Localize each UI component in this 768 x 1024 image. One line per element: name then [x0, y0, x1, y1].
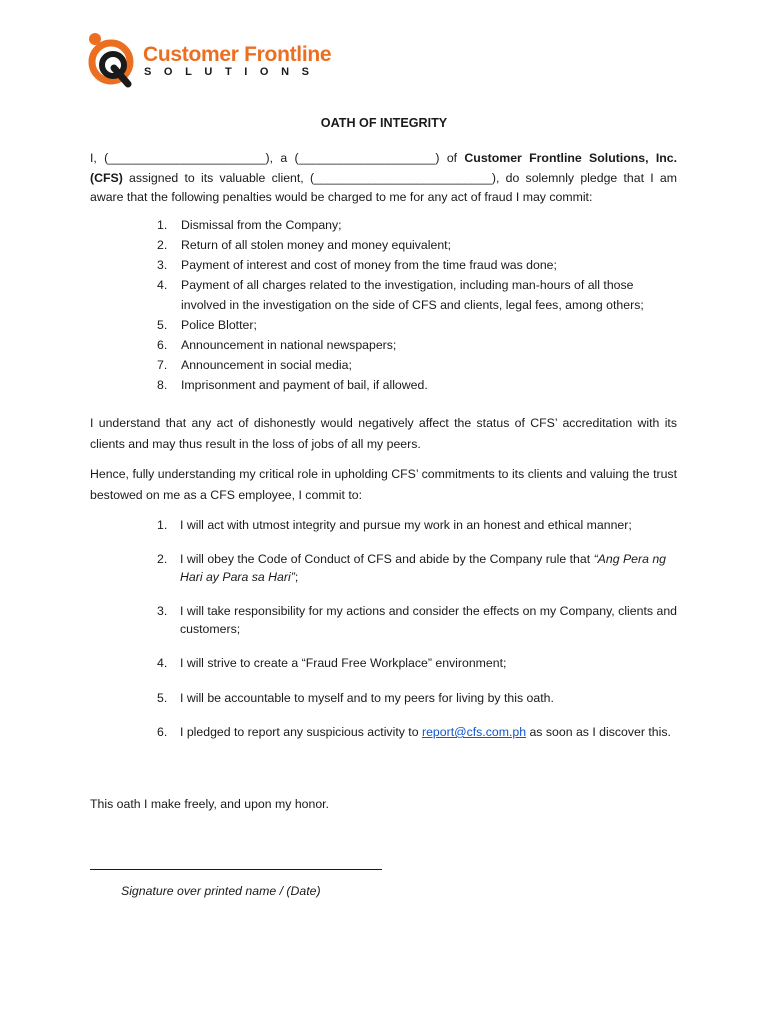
logo-tagline: SOLUTIONS	[144, 66, 322, 78]
commitment-number: 5.	[157, 691, 168, 705]
penalty-text: Announcement in national newspapers;	[181, 338, 397, 352]
penalty-text: Announcement in social media;	[181, 358, 352, 372]
penalty-number: 5.	[157, 318, 168, 332]
page-title: OATH OF INTEGRITY	[320, 116, 448, 130]
penalty-item	[157, 355, 677, 375]
logo-company-name: Customer Frontline	[143, 43, 332, 66]
penalty-number: 8.	[157, 378, 168, 392]
intro-text-part1: I, (_______________________), a (____________________) of	[90, 151, 465, 165]
commitment-text: I will strive to create a “Fraud Free Workplace” environment;	[180, 656, 507, 670]
commitment-number: 6.	[157, 725, 168, 739]
dishonesty-paragraph: I understand that any act of dishonestly would negatively affect the status of CFS’ accreditation with its clients and may thus result in the loss of jobs of all my peers.	[90, 416, 677, 451]
commitment-text: I will take responsibility for my actions and consider the effects on my Company, clients and customers;	[180, 604, 677, 636]
commitment-number: 3.	[157, 604, 168, 618]
penalty-item	[157, 315, 677, 335]
closing-statement: This oath I make freely, and upon my honor.	[90, 797, 330, 811]
intro-paragraph	[90, 149, 677, 208]
commitment-item	[157, 724, 677, 742]
penalty-number: 6.	[157, 338, 168, 352]
commitment-item	[157, 603, 677, 638]
commitment-number: 1.	[157, 518, 168, 532]
commitment-text	[157, 724, 677, 742]
penalty-text: Payment of interest and cost of money from the time fraud was done;	[181, 258, 557, 272]
company-name-bold: Customer Frontline Solutions, Inc. (CFS)	[90, 151, 677, 185]
signature-caption: Signature over printed name / (Date)	[121, 884, 321, 898]
commitment-text-part: I will obey the Code of Conduct of CFS and abide by the Company rule that	[180, 552, 594, 566]
penalty-item	[157, 255, 677, 275]
penalty-text: Return of all stolen money and money equivalent;	[181, 238, 452, 252]
commitment-text	[157, 551, 677, 586]
commitment-number: 2.	[157, 552, 168, 566]
commitment-text: I will be accountable to myself and to my peers for living by this oath.	[180, 691, 554, 705]
penalty-number: 2.	[157, 238, 168, 252]
commitment-text-end: ;	[294, 569, 299, 584]
penalty-item	[157, 215, 677, 235]
report-email-link[interactable]: report@cfs.com.ph	[421, 725, 527, 739]
commitment-intro-paragraph: Hence, fully understanding my critical role in upholding CFS’ commitments to its clients and valuing the trust bestowed on me as a CFS employee, I commit to:	[90, 467, 677, 502]
penalty-item	[157, 335, 677, 355]
penalty-text: Police Blotter;	[181, 318, 257, 332]
commitment-text: I will act with utmost integrity and pursue my work in an honest and ethical manner;	[180, 518, 632, 532]
company-logo	[84, 30, 354, 90]
cfs-logo-mark-icon	[84, 30, 140, 90]
penalty-text: Imprisonment and payment of bail, if allowed.	[181, 378, 428, 392]
penalty-number: 4.	[157, 278, 168, 292]
penalties-list	[157, 215, 677, 395]
penalty-number: 7.	[157, 358, 168, 372]
penalty-number: 1.	[157, 218, 168, 232]
commitment-item	[157, 517, 677, 535]
penalty-item	[157, 375, 677, 395]
penalty-text: Dismissal from the Company;	[181, 218, 342, 232]
commitment-text-end: as soon as I discover this.	[526, 725, 671, 739]
commitment-item	[157, 655, 677, 673]
commitment-number: 4.	[157, 656, 168, 670]
signature-line	[90, 869, 382, 870]
intro-text-part2: assigned to its valuable client, (__________________________), do solemnly pledge that I am aware that the following penalties would be charged to me for any act of fraud I may commit:	[90, 170, 677, 204]
penalty-number: 3.	[157, 258, 168, 272]
commitment-item	[157, 690, 677, 708]
commitment-text-part: I pledged to report any suspicious activity to	[180, 725, 422, 739]
company-rule-quote: “Ang Pera ng Hari ay Para sa Hari”	[180, 552, 667, 584]
commitment-item	[157, 551, 677, 586]
penalty-item	[157, 235, 677, 255]
penalty-text: Payment of all charges related to the investigation, including man-hours of all those involved in the investigation on the side of CFS and clients, legal fees, among others;	[181, 278, 644, 312]
penalty-item	[157, 275, 677, 315]
